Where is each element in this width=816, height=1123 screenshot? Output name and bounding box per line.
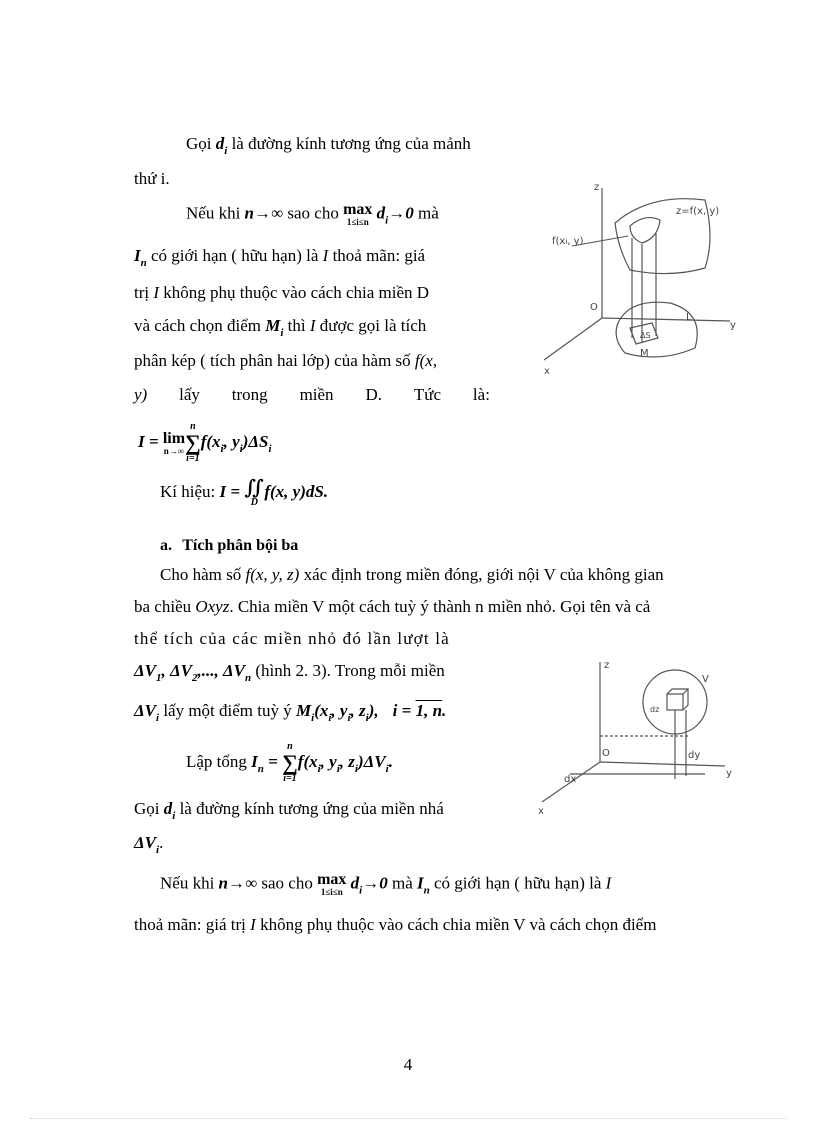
y-axis xyxy=(600,762,725,766)
label-delta-s: ΔS xyxy=(640,331,651,340)
para5-line1: Nếu khi n→∞ sao cho max 1≤i≤n $d_i\to 0$ mà $I_n$ có giới hạn ( hữu hạn) là I xyxy=(160,871,612,897)
label-dz: dz xyxy=(650,705,660,714)
domain-d xyxy=(616,302,697,357)
label-dy: dy xyxy=(688,750,701,761)
label-dx: dx xyxy=(564,774,577,785)
label-surface: z=f(x, y) xyxy=(676,206,720,217)
label-z: z xyxy=(604,660,610,671)
para2-line2: $I_n$ có giới hạn ( hữu hạn) là I thoả mãn: giá xyxy=(134,246,426,269)
para3-line1: Cho hàm số f(x, y, z) xác định trong miền đóng, giới nội V của không gian xyxy=(160,565,664,584)
para2-line3: trị I không phụ thuộc vào cách chia miền D xyxy=(134,283,430,302)
volume-element-depth xyxy=(667,689,688,710)
label-l: L xyxy=(686,312,692,323)
para3-line3: thể tích của các miền nhỏ đó lần lượt là xyxy=(134,629,450,648)
para3-line4: $\Delta V_1$, $\Delta V_2$,..., $\Delta V_n$ (hình 2. 3). Trong mỗi miền xyxy=(134,661,445,684)
para2-line6: y) lấy trong miền D. Tức là: xyxy=(134,385,490,404)
volume-element xyxy=(667,694,683,710)
figure-triple-integral xyxy=(530,654,745,834)
label-m: M xyxy=(640,348,649,359)
label-x: x xyxy=(538,806,544,817)
label-origin: O xyxy=(602,748,610,759)
para2-line4: và cách chọn điểm $M_i$ thì I được gọi là tích xyxy=(134,316,427,339)
x-axis xyxy=(544,318,602,360)
label-x: x xyxy=(544,366,550,377)
para1-line1: Gọi $d_i$ là đường kính tương ứng của mảnh xyxy=(186,134,471,157)
section-heading: a. Tích phân bội ba xyxy=(160,537,299,554)
label-z: z xyxy=(594,182,600,193)
para4-line1: Gọi $d_i$ là đường kính tương ứng của miền nhá xyxy=(134,799,444,822)
label-v: V xyxy=(702,674,709,685)
para5-line2: thoả mãn: giá trị I không phụ thuộc vào cách chia miền V và cách chọn điểm xyxy=(134,915,657,934)
label-origin: O xyxy=(590,302,598,313)
para3-line2: ba chiều Oxyz. Chia miền V một cách tuỳ ý thành n miền nhỏ. Gọi tên và cả xyxy=(134,597,651,616)
label-y: y xyxy=(726,768,732,779)
figure-double-integral xyxy=(530,178,760,378)
page-bottom-border xyxy=(30,1118,786,1119)
label-y: y xyxy=(730,320,736,331)
para1-line2: thứ i. xyxy=(134,169,170,188)
label-fval: f(xi, y) xyxy=(552,236,584,247)
notation-line: Kí hiệu: I = ∬ D f(x, y)dS. xyxy=(160,477,329,508)
para3-line5: $\Delta V_i$ lấy một điểm tuỳ ý $M_i(x_i$, $y_i$, $z_i$), i = 1, n. xyxy=(134,701,447,724)
para2-line1: Nếu khi n→∞ sao cho max 1≤i≤n $d_i\to 0$ mà xyxy=(186,201,439,227)
max-operator: max 1≤i≤n xyxy=(343,201,373,227)
para2-line5: phân kép ( tích phân hai lớp) của hàm số f(x, xyxy=(134,351,438,370)
para4-line2: $\Delta V_i$. xyxy=(134,833,164,856)
formula-double-integral-def: I = lim n→∞ n ∑ i=1 $f(x_i$, $y_i)\Delta S_i$ xyxy=(138,421,272,465)
formula-triple-sum: Lập tổng $I_n$ = n ∑ i=1 $f(x_i$, $y_i$, $z_i)\Delta V_i$. xyxy=(186,741,393,785)
page-number: 4 xyxy=(403,1055,413,1074)
